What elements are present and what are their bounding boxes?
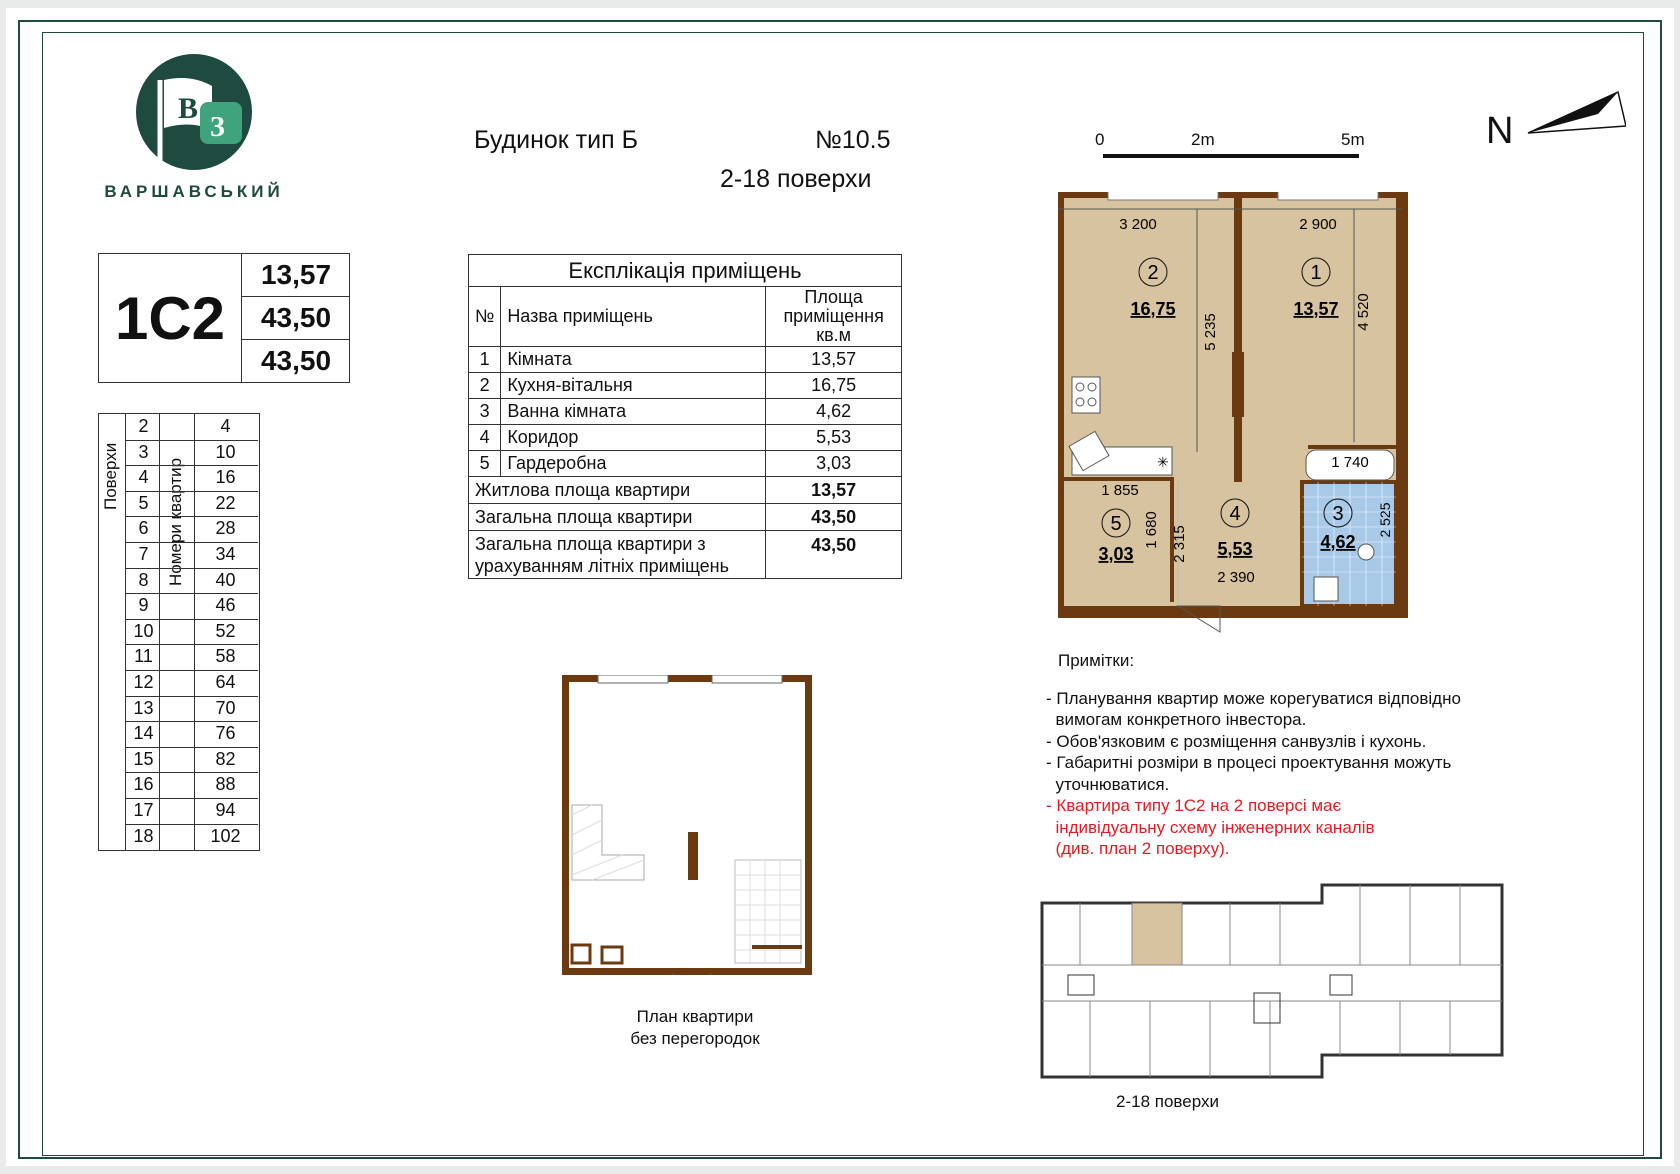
dim-corridor-depth: 2 315 xyxy=(1171,525,1188,563)
scale-line xyxy=(1103,154,1359,158)
floor-number: 5 xyxy=(138,492,149,513)
north-arrow-icon xyxy=(1526,88,1626,148)
total-summer-area-total: 43,50 xyxy=(766,531,902,579)
floor-row xyxy=(125,644,258,671)
room-number: 4 xyxy=(469,425,501,451)
note-line: уточнюватися. xyxy=(1046,774,1170,794)
apartment-number: 10 xyxy=(215,441,236,462)
room-row xyxy=(469,399,902,425)
apartment-number: 52 xyxy=(215,620,236,641)
floor-number: 13 xyxy=(133,697,154,718)
apartment-number: 40 xyxy=(215,569,236,590)
apartment-number: 88 xyxy=(215,774,236,795)
floors-label: Поверхи xyxy=(101,442,120,510)
scale-label-2m: 2m xyxy=(1191,130,1215,149)
floors-label-column xyxy=(99,414,126,850)
room-number-bedroom: 1 xyxy=(1310,262,1322,284)
floor-row xyxy=(125,824,258,850)
note-line: вимогам конкретного інвестора. xyxy=(1046,710,1307,729)
apartment-number: 82 xyxy=(215,748,236,769)
note-line: - Габаритні розміри в процесі проектування можуть xyxy=(1046,753,1452,772)
apartment-number: 28 xyxy=(215,518,236,539)
room-row xyxy=(469,373,902,399)
floor-number: 2 xyxy=(138,416,149,436)
living-area-label: Житлова площа квартири xyxy=(469,477,766,504)
room-name: Кімната xyxy=(501,347,766,373)
room-area-corridor: 5,53 xyxy=(1217,539,1253,559)
floor-number: 8 xyxy=(138,569,149,590)
open-plan-drawing xyxy=(562,675,812,975)
note-red-line: (див. план 2 поверху). xyxy=(1046,839,1230,858)
room-name: Гардеробна xyxy=(501,451,766,477)
total-summer-area-label: Загальна площа квартири з урахуванням літніх приміщень xyxy=(469,531,766,579)
room-area: 3,03 xyxy=(766,451,902,477)
apartment-number: 70 xyxy=(215,697,236,718)
floor-number: 6 xyxy=(138,518,149,539)
room-row xyxy=(469,347,902,373)
floor-row xyxy=(125,747,258,774)
room-number: 3 xyxy=(469,399,501,425)
apartment-number: 22 xyxy=(215,492,236,513)
room-area-bathroom: 4,62 xyxy=(1320,532,1356,552)
scale-bar xyxy=(1095,128,1375,168)
dim-bath-depth: 2 525 xyxy=(1377,502,1393,538)
dim-wardrobe-width: 1 855 xyxy=(1101,482,1139,499)
room-number: 5 xyxy=(469,451,501,477)
floor-row xyxy=(125,516,258,543)
logo-letter-v: В xyxy=(178,92,199,125)
living-area-value: 13,57 xyxy=(242,254,350,297)
floors-table xyxy=(98,413,260,851)
apartment-number: 76 xyxy=(215,723,236,744)
building-floor-plan xyxy=(1040,883,1505,1079)
floor-number: 16 xyxy=(133,774,154,795)
floor-row xyxy=(125,721,258,748)
room-area: 5,53 xyxy=(766,425,902,451)
fridge-icon: ✳ xyxy=(1157,454,1169,470)
room-name: Кухня-вітальня xyxy=(501,373,766,399)
room-area: 4,62 xyxy=(766,399,902,425)
building-plan-caption: 2-18 поверхи xyxy=(1116,1092,1219,1111)
brand-name: ВАРШАВСЬКИЙ xyxy=(104,182,284,201)
building-type: Будинок тип Б xyxy=(474,126,638,154)
floor-row xyxy=(125,542,258,569)
note-line: - Обов'язковим є розміщення санвузлів і кухонь. xyxy=(1046,731,1427,751)
room-area-bedroom: 13,57 xyxy=(1293,299,1339,319)
apartment-area-values xyxy=(241,254,350,382)
note-red-line: індивідуальну схему інженерних каналів xyxy=(1046,817,1375,837)
dim-bath-width: 1 740 xyxy=(1331,454,1369,471)
room-row xyxy=(469,451,902,477)
col-number-header: № xyxy=(469,287,501,347)
note-red-line: - Квартира типу 1С2 на 2 поверсі має xyxy=(1046,796,1342,815)
dim-corridor-width: 2 390 xyxy=(1217,569,1255,586)
building-number: №10.5 xyxy=(815,126,891,154)
floor-number: 15 xyxy=(133,748,154,769)
floor-row xyxy=(125,619,258,646)
floor-number: 7 xyxy=(138,544,149,564)
apartment-numbers-label: Номери квартир xyxy=(166,457,185,586)
apartment-number: 102 xyxy=(210,825,241,846)
floor-row xyxy=(125,696,258,723)
total-area-label: Загальна площа квартири xyxy=(469,504,766,531)
floor-row xyxy=(125,798,258,825)
dim-room-depth: 4 520 xyxy=(1355,293,1372,331)
floor-number: 17 xyxy=(133,800,154,820)
open-plan-caption xyxy=(600,1006,790,1050)
open-plan-caption-line1: План квартири xyxy=(636,1007,754,1026)
notes-title: Примітки: xyxy=(1058,651,1135,670)
room-area-kitchen: 16,75 xyxy=(1130,299,1176,319)
total-summer-area-value: 43,50 xyxy=(260,345,332,376)
dim-wardrobe-depth: 1 680 xyxy=(1143,511,1160,549)
floor-row xyxy=(125,593,258,620)
floor-number: 4 xyxy=(138,467,149,488)
room-number: 1 xyxy=(469,347,501,373)
room-area-wardrobe: 3,03 xyxy=(1098,544,1134,564)
room-number-bathroom: 3 xyxy=(1332,503,1344,525)
scale-label-5m: 5m xyxy=(1341,130,1365,149)
floor-number: 9 xyxy=(138,595,149,616)
floor-row xyxy=(125,772,258,799)
floor-row xyxy=(125,465,258,492)
room-number-wardrobe: 5 xyxy=(1110,513,1122,535)
floor-number: 14 xyxy=(133,723,154,744)
apartment-floor-plan xyxy=(1058,192,1408,642)
living-area-total: 13,57 xyxy=(766,477,902,504)
apartment-number: 58 xyxy=(215,646,236,667)
floor-number: 18 xyxy=(133,825,154,846)
dim-kitchen-depth: 5 235 xyxy=(1202,313,1219,351)
floor-number: 3 xyxy=(138,441,149,462)
north-label: N xyxy=(1486,110,1514,152)
room-number-kitchen: 2 xyxy=(1147,262,1159,284)
room-name: Ванна кімната xyxy=(501,399,766,425)
floor-number: 12 xyxy=(133,672,154,692)
floors-range: 2-18 поверхи xyxy=(720,165,872,193)
logo-letter-z: З xyxy=(210,112,225,143)
explication-table xyxy=(468,254,902,579)
north-arrow xyxy=(1486,88,1626,158)
apartment-type-box xyxy=(98,253,350,383)
room-area: 16,75 xyxy=(766,373,902,399)
room-row xyxy=(469,425,902,451)
floor-number: 11 xyxy=(134,646,153,667)
dim-kitchen-width: 3 200 xyxy=(1119,216,1157,233)
floor-row xyxy=(125,568,258,595)
apartment-number: 4 xyxy=(220,416,231,436)
col-area-header: Площа приміщення кв.м xyxy=(766,287,902,347)
apartment-number: 34 xyxy=(215,544,236,564)
apartment-number: 94 xyxy=(215,800,236,820)
room-number-corridor: 4 xyxy=(1229,503,1241,525)
total-area-value: 43,50 xyxy=(242,297,350,340)
room-name: Коридор xyxy=(501,425,766,451)
room-area: 13,57 xyxy=(766,347,902,373)
apartment-code: 1С2 xyxy=(114,284,226,352)
apartment-number: 16 xyxy=(215,467,236,488)
col-name-header: Назва приміщень xyxy=(501,287,766,347)
scale-label-0: 0 xyxy=(1095,130,1105,149)
open-plan-caption-line2: без перегородок xyxy=(630,1029,760,1048)
total-area-total: 43,50 xyxy=(766,504,902,531)
floor-row xyxy=(125,670,258,697)
floor-row xyxy=(125,440,258,467)
floor-row xyxy=(125,491,258,518)
dim-room-width: 2 900 xyxy=(1299,216,1337,233)
note-line: - Планування квартир може корегуватися відповідно xyxy=(1046,688,1461,708)
apartment-number: 64 xyxy=(215,672,236,692)
notes-block xyxy=(1046,650,1546,860)
floor-number: 10 xyxy=(133,620,154,641)
apartment-number: 46 xyxy=(215,595,236,616)
floor-row xyxy=(125,414,258,441)
room-number: 2 xyxy=(469,373,501,399)
explication-title: Експлікація приміщень xyxy=(469,255,902,287)
